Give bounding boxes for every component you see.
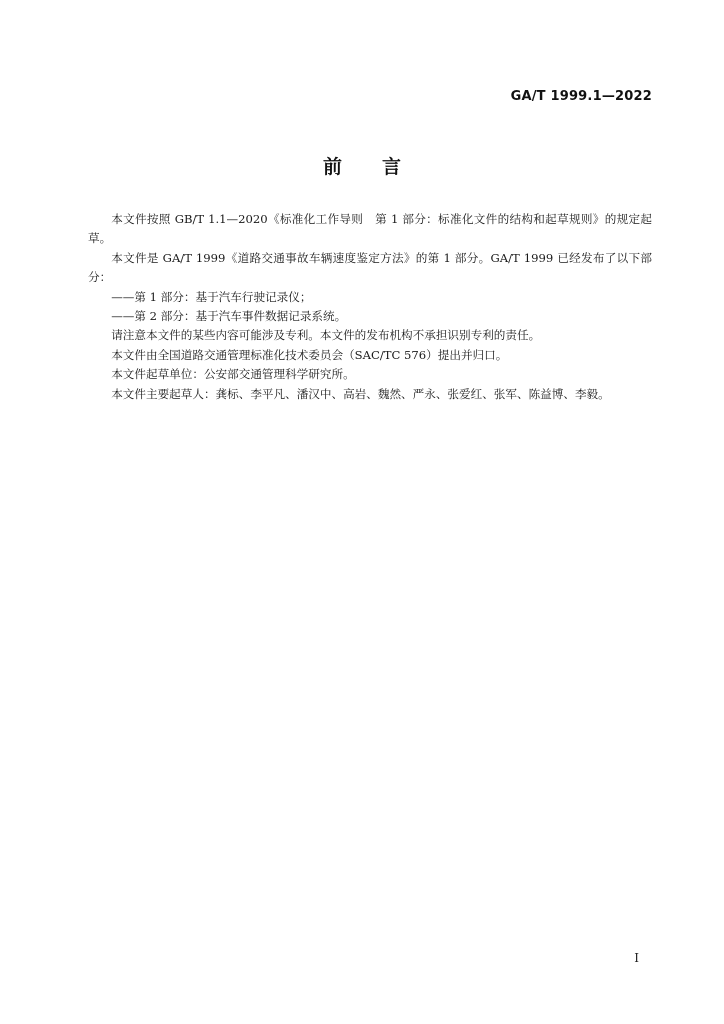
foreword-body (88, 210, 652, 404)
paragraph-series-parts: 本文件是 GA/T 1999《道路交通事故车辆速度鉴定方法》的第 1 部分。GA/T 1999 已经发布了以下部分： (88, 250, 652, 285)
standard-code: GA/T 1999.1—2022 (510, 89, 652, 104)
page-number: I (634, 951, 639, 965)
list-item-part-1: ——第 1 部分：基于汽车行驶记录仪； (111, 289, 312, 304)
page-title: 前言 (322, 156, 441, 178)
paragraph-drafting-rules: 本文件按照 GB/T 1.1—2020《标准化工作导则 第 1 部分：标准化文件的结构和起草规则》的规定起草。 (88, 212, 652, 246)
paragraph-patent-notice: 请注意本文件的某些内容可能涉及专利。本文件的发布机构不承担识别专利的责任。 (111, 328, 541, 343)
paragraph-proposer: 本文件由全国道路交通管理标准化技术委员会（SAC/TC 576）提出并归口。 (111, 347, 508, 362)
list-item-part-2: ——第 2 部分：基于汽车事件数据记录系统。 (111, 309, 347, 324)
paragraph-drafters: 本文件主要起草人：龚标、李平凡、潘汉中、高岩、魏然、严永、张爱红、张军、陈益博、李毅。 (111, 386, 610, 401)
paragraph-drafting-unit: 本文件起草单位：公安部交通管理科学研究所。 (111, 367, 355, 382)
